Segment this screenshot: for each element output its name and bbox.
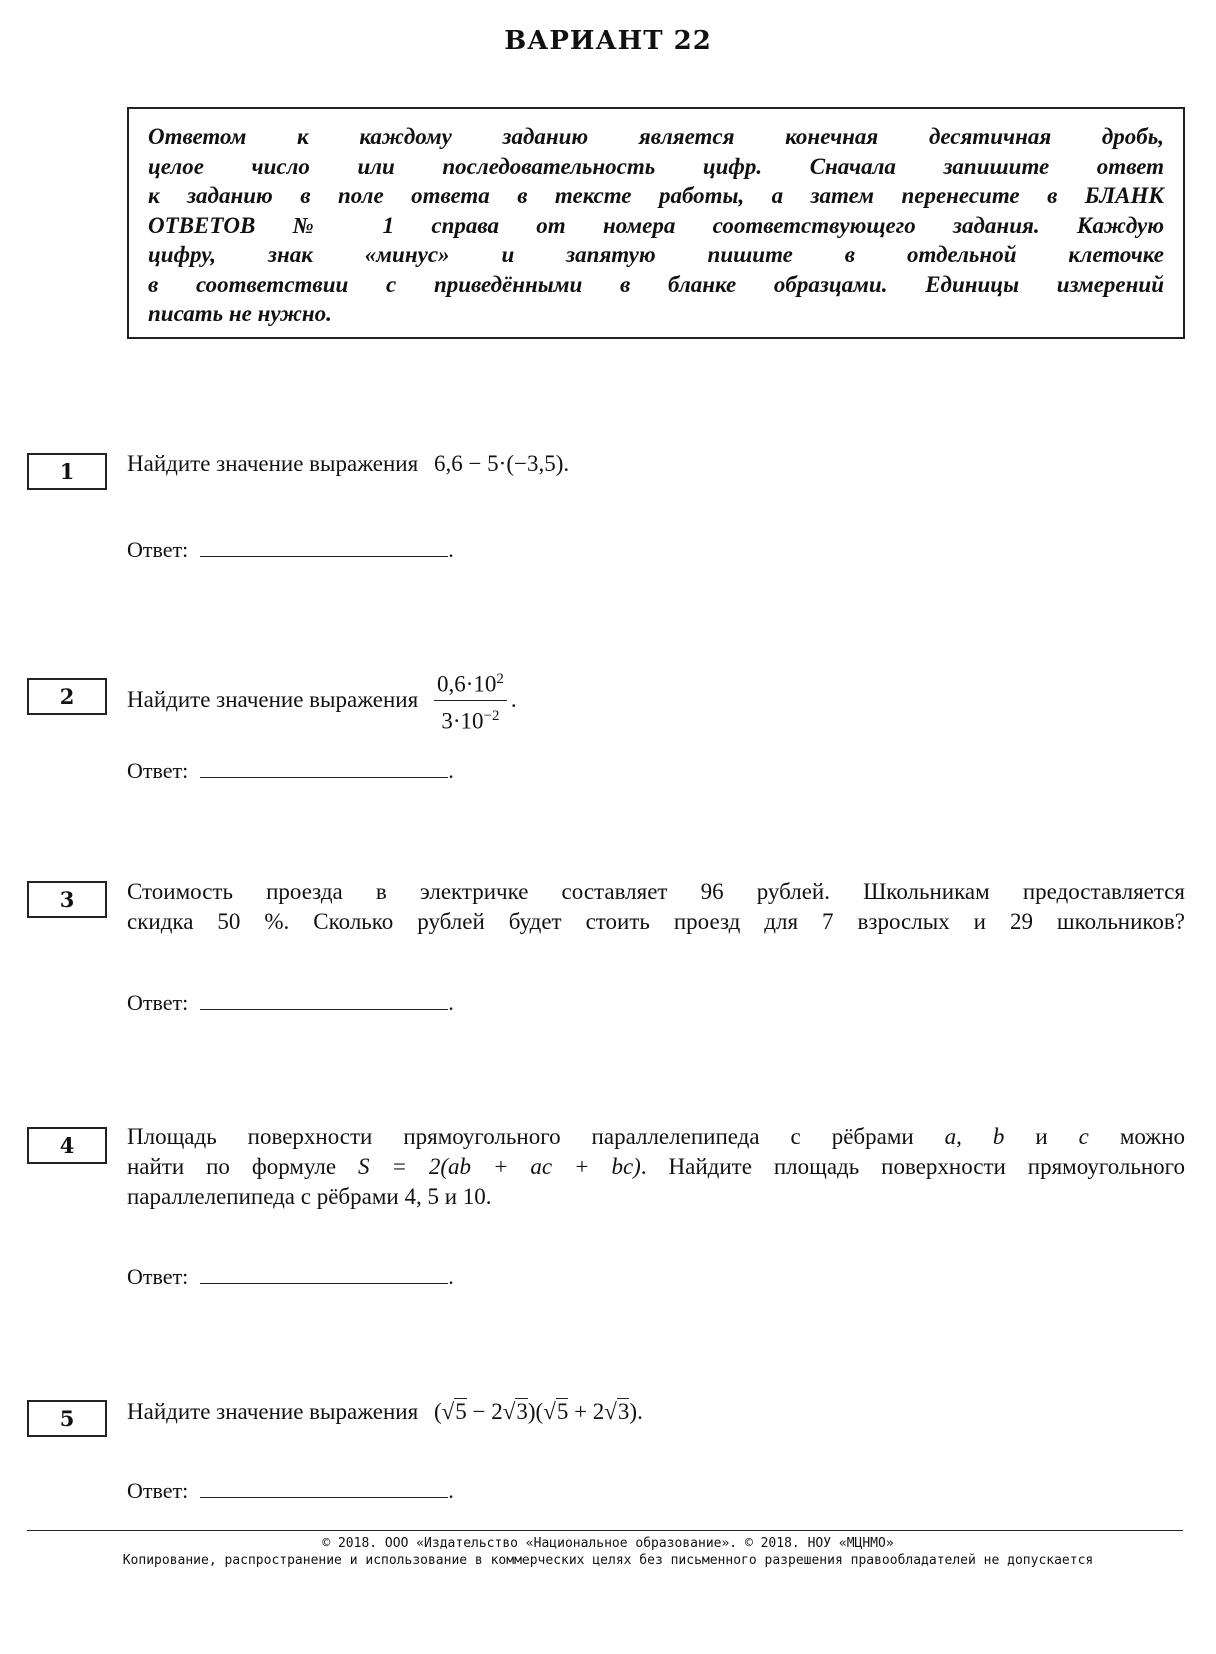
answer-label: Ответ: — [127, 758, 189, 783]
task-5-text: Найдите значение выражения — [127, 1399, 419, 1424]
sqrt-sign: √ — [543, 1399, 556, 1424]
numerator-exponent: 2 — [496, 671, 504, 687]
task-5-question — [127, 1397, 1185, 1427]
task-number-5: 5 — [27, 1400, 107, 1437]
instructions-box — [127, 107, 1185, 339]
task-4-line — [127, 1122, 1185, 1152]
task-number-2: 2 — [27, 678, 107, 715]
operator: − 2 — [466, 1399, 503, 1424]
answer-label: Ответ: — [127, 990, 189, 1015]
task-5-answer: Ответ: . — [127, 1478, 454, 1503]
answer-field[interactable] — [200, 1477, 448, 1498]
answer-field[interactable] — [200, 757, 448, 778]
task-2-question — [127, 664, 1185, 736]
radicand: 5 — [455, 1399, 467, 1424]
task-2-answer: Ответ: . — [127, 758, 454, 783]
task-1-question — [127, 449, 1185, 479]
instructions-line: целое число или последовательность цифр. Сначала запишите ответ — [148, 153, 1164, 179]
task-3-question — [127, 877, 1185, 937]
instructions-line: цифру, знак «минус» и запятую пишите в отдельной клеточке — [148, 242, 1164, 267]
instructions-line: в соответствии с приведёнными в бланке образцами. Единицы измерений — [148, 271, 1164, 297]
radicand: 3 — [617, 1399, 630, 1424]
sqrt-sign: √ — [441, 1399, 455, 1424]
footer-notice: Копирование, распространение и использование в коммерческих целях без письменного разрешения правообладателей не допускается — [122, 1553, 1094, 1568]
task-4-text: . Найдите площадь поверхности прямоугольного — [640, 1154, 1186, 1179]
task-2-fraction — [434, 664, 507, 736]
answer-label: Ответ: — [127, 1478, 189, 1503]
variable-a: a — [944, 1124, 957, 1149]
paren-mid: )( — [527, 1399, 544, 1424]
task-4-text: Площадь поверхности прямоугольного параллелепипеда с рёбрами — [127, 1124, 914, 1149]
task-number-4: 4 — [27, 1127, 107, 1164]
footer-divider — [27, 1530, 1183, 1531]
fraction-denominator: 3·10 — [441, 708, 484, 734]
denominator-exponent: −2 — [483, 707, 500, 724]
task-2-text: Найдите значение выражения — [127, 687, 419, 713]
answer-field[interactable] — [200, 989, 448, 1010]
operator: + 2 — [568, 1399, 605, 1424]
task-1-expression: 6,6 − 5·(−3,5). — [433, 451, 570, 476]
conjunction: и — [1035, 1124, 1048, 1149]
task-number-3: 3 — [27, 881, 107, 918]
instructions-line: писать не нужно. — [148, 301, 332, 326]
task-number-1: 1 — [27, 453, 107, 490]
surface-formula: S = 2(ab + ac + bc) — [358, 1154, 641, 1179]
page-title: ВАРИАНТ 22 — [504, 26, 712, 56]
comma: , — [956, 1124, 962, 1149]
sqrt-sign: √ — [502, 1399, 516, 1424]
task-4-line: параллелепипеда с рёбрами 4, 5 и 10. — [127, 1184, 492, 1209]
task-3-line: Стоимость проезда в электричке составляет 96 рублей. Школьникам предоставляется — [127, 879, 1185, 904]
task-3-line: скидка 50 %. Сколько рублей будет стоить проезд для 7 взрослых и 29 школьников? — [127, 909, 1185, 934]
fraction-numerator: 0,6·10 — [436, 671, 497, 697]
task-4-question — [127, 1122, 1185, 1212]
paren-close: ). — [629, 1399, 643, 1424]
task-4-answer: Ответ: . — [127, 1264, 454, 1289]
task-4-line — [127, 1152, 1185, 1182]
task-4-text: можно — [1119, 1124, 1186, 1149]
answer-label: Ответ: — [127, 1264, 189, 1289]
task-5-expression — [434, 1399, 643, 1424]
sqrt-sign: √ — [604, 1399, 617, 1424]
instructions-text — [148, 122, 1164, 329]
radicand: 3 — [516, 1399, 528, 1424]
variable-c: c — [1078, 1124, 1089, 1149]
instructions-line: Ответом к каждому заданию является конечная десятичная дробь, — [148, 124, 1164, 149]
variable-b: b — [992, 1124, 1005, 1149]
answer-field[interactable] — [200, 536, 448, 557]
instructions-line: ОТВЕТОВ № 1 справа от номера соответствующего задания. Каждую — [148, 212, 1164, 238]
task-1-text: Найдите значение выражения — [127, 451, 419, 476]
instructions-line: к заданию в поле ответа в тексте работы, а затем перенесите в БЛАНК — [148, 183, 1164, 208]
radicand: 5 — [556, 1399, 569, 1424]
task-2-period: . — [510, 687, 517, 713]
answer-label: Ответ: — [127, 537, 189, 562]
task-1-answer: Ответ: . — [127, 537, 454, 562]
task-3-answer: Ответ: . — [127, 990, 454, 1015]
answer-field[interactable] — [200, 1263, 448, 1284]
paren-open: ( — [433, 1399, 442, 1424]
footer-copyright: © 2018. ООО «Издательство «Национальное образование». © 2018. НОУ «МЦНМО» — [322, 1536, 894, 1551]
task-4-text: найти по формуле — [127, 1154, 337, 1179]
